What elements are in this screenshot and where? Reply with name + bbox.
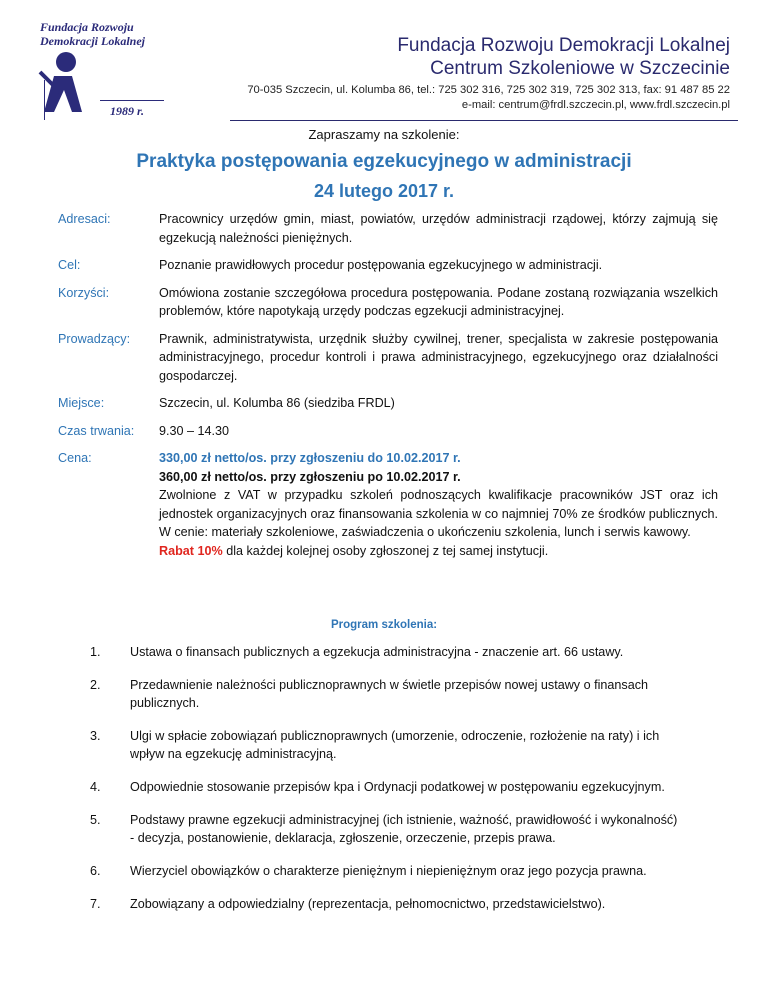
detail-label: Prowadzący: [58, 331, 131, 346]
list-item [90, 727, 680, 763]
list-item [90, 895, 680, 913]
list-item [90, 676, 680, 712]
item-text: Podstawy prawne egzekucji administracyjnej (ich istnienie, ważność, prawidłowość i wykonalność) - decyzja, postanowienie, deklaracja, zgłoszenie, orzeczenie, przepis prawa. [130, 813, 678, 845]
item-number: 2. [90, 678, 101, 692]
item-text: Zobowiązany a odpowiedzialny (reprezentacja, pełnomocnictwo, przedstawicielstwo). [130, 897, 606, 911]
detail-row-prowadzacy [58, 330, 718, 386]
item-text: Ulgi w spłacie zobowiązań publicznoprawnych (umorzenie, odroczenie, rozłożenie na raty) i ich wpływ na egzekucję administracyjną. [130, 729, 660, 761]
price-early: 330,00 zł netto/os. przy zgłoszeniu do 10.02.2017 r. [159, 451, 461, 465]
list-item [90, 862, 680, 880]
org-name-line2: Centrum Szkoleniowe w Szczecinie [430, 58, 730, 79]
list-item [90, 778, 680, 796]
detail-label: Cel: [58, 258, 81, 272]
detail-row-cena [58, 449, 718, 560]
detail-value: Pracownicy urzędów gmin, miast, powiatów, urzędów administracji rządowej, którzy zajmują się egzekucją należności pieniężnych. [159, 212, 718, 245]
discount-text: dla każdej kolejnej osoby zgłoszonej z tej samej instytucji. [222, 543, 549, 558]
detail-label: Korzyści: [58, 285, 110, 300]
detail-row-miejsce [58, 394, 718, 413]
program-list [90, 643, 680, 913]
logo-rule [100, 100, 164, 101]
person-figure-icon [26, 50, 96, 120]
item-number: 4. [90, 780, 101, 794]
training-date: 24 lutego 2017 r. [313, 181, 455, 201]
detail-row-adresaci [58, 210, 718, 247]
detail-value: Poznanie prawidłowych procedur postępowania egzekucyjnego w administracji. [159, 258, 603, 272]
foundation-logo [18, 20, 158, 120]
detail-label: Adresaci: [58, 212, 111, 226]
list-item [90, 811, 680, 847]
list-item [90, 643, 680, 661]
discount-note [159, 542, 718, 561]
detail-value: Prawnik, administratywista, urzędnik służby cywilnej, trener, specjalista w zakresie postępowania administracyjnego, procedur kontroli i prawa administracyjnego, egzekucyjnego oraz działalności gospodarczej. [159, 331, 718, 383]
detail-row-korzysci [58, 284, 718, 321]
item-text: Ustawa o finansach publicznych a egzekucja administracyjna - znaczenie art. 66 ustawy. [130, 645, 624, 659]
item-number: 1. [90, 645, 101, 659]
invitation-text: Zapraszamy na szkolenie: [308, 127, 460, 142]
item-text: Przedawnienie należności publicznoprawnych w świetle przepisów nowej ustawy o finansach publicznych. [130, 678, 649, 710]
training-title: Praktyka postępowania egzekucyjnego w administracji [136, 151, 632, 172]
price-note: Zwolnione z VAT w przypadku szkoleń podnoszących kwalifikacje pracowników JST oraz ich jednostek organizacyjnych oraz finansowania szkolenia w co najmniej 70% ze środków publicznych. W cenie: materiały szkoleniowe, zaświadczenia o ukończeniu szkolenia, lunch i serwis kawowy. [159, 488, 718, 539]
detail-label: Czas trwania: [58, 423, 135, 438]
item-text: Wierzyciel obowiązków o charakterze pieniężnym i niepieniężnym oraz jego pozycja prawna. [130, 864, 647, 878]
program-title: Program szkolenia: [330, 619, 438, 631]
contact-info [247, 83, 730, 113]
detail-row-cel [58, 256, 718, 275]
logo-text-line2: Demokracji Lokalnej [40, 34, 145, 48]
price-block [159, 449, 718, 560]
discount-highlight: Rabat 10% [159, 543, 223, 558]
item-number: 6. [90, 864, 101, 878]
detail-value: 9.30 – 14.30 [159, 423, 230, 438]
contact-address: 70-035 Szczecin, ul. Kolumba 86, tel.: 725 302 316, 725 302 319, 725 302 313, fax: 91 487 85 22 [247, 84, 730, 96]
item-number: 5. [90, 813, 101, 827]
detail-value: Omówiona zostanie szczegółowa procedura postępowania. Podane zostaną rozwiązania wszelkich problemów, które napotykają urzędy podczas egzekucji administracyjnej. [159, 285, 718, 318]
item-text: Odpowiednie stosowanie przepisów kpa i Ordynacji podatkowej w postępowaniu egzekucyjnym. [130, 780, 665, 794]
detail-row-czas [58, 422, 718, 441]
org-name-line1: Fundacja Rozwoju Demokracji Lokalnej [397, 35, 730, 56]
logo-year: 1989 r. [110, 104, 145, 118]
item-number: 3. [90, 729, 101, 743]
training-details [58, 210, 718, 569]
header-divider [230, 120, 738, 121]
detail-label: Cena: [58, 451, 92, 465]
logo-text-line1: Fundacja Rozwoju [40, 20, 134, 34]
detail-label: Miejsce: [58, 396, 105, 410]
organization-name [397, 34, 730, 80]
detail-value: Szczecin, ul. Kolumba 86 (siedziba FRDL) [159, 396, 395, 410]
logo-vertical-rule [44, 80, 45, 120]
item-number: 7. [90, 897, 101, 911]
contact-email-web: e-mail: centrum@frdl.szczecin.pl, www.frdl.szczecin.pl [461, 99, 730, 111]
price-late: 360,00 zł netto/os. przy zgłoszeniu po 10.02.2017 r. [159, 469, 461, 484]
